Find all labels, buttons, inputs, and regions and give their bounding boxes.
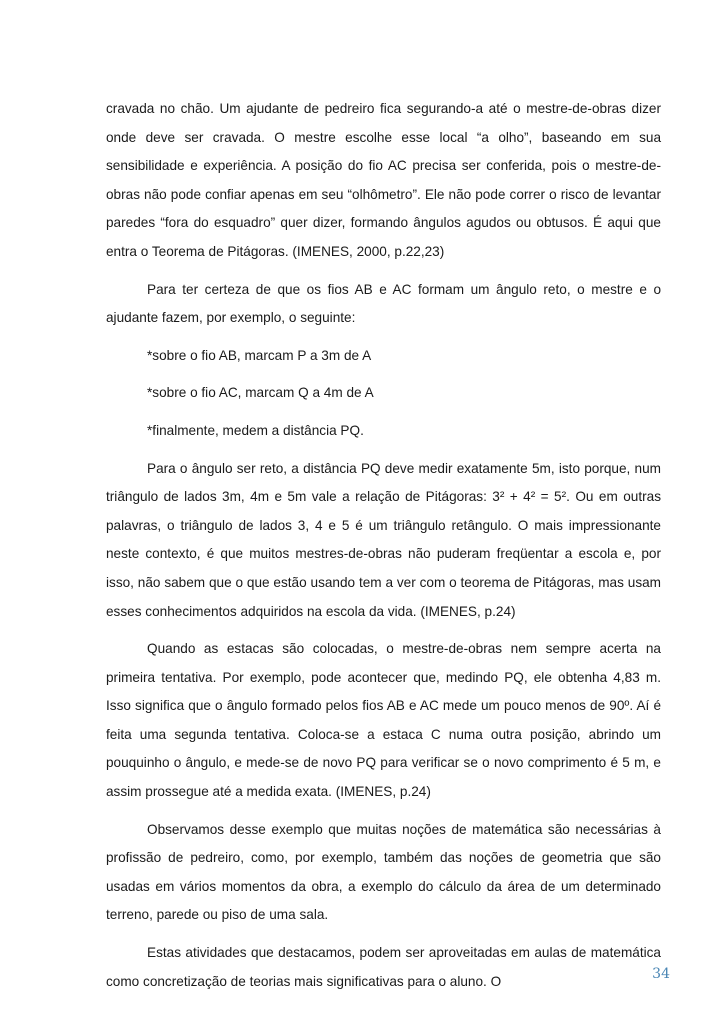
step-mark-p: *sobre o fio AB, marcam P a 3m de A <box>147 347 372 363</box>
paragraph-activities: Estas atividades que destacamos, podem ser aproveitadas em aulas de matemática como concretização de teorias mais significativas para o aluno. O <box>106 945 661 989</box>
step-mark-q: *sobre o fio AC, marcam Q a 4m de A <box>147 385 374 401</box>
paragraph-continuation: cravada no chão. Um ajudante de pedreiro fica segurando-a até o mestre-de-obras dizer onde deve ser cravada. O mestre escolhe esse local “a olho”, baseando em sua sensibilidade e experiência. A posição do fio AC precisa ser conferida, pois o mestre-de-obras não pode confiar apenas em seu “olhômetro”. Ele não pode correr o risco de levantar paredes “fora do esquadro” quer dizer, formando ângulos agudos ou obtusos. É aqui que entra o Teorema de Pitágoras. (IMENES, 2000, p.22,23) <box>106 101 661 259</box>
paragraph-right-angle-check: Para ter certeza de que os fios AB e AC formam um ângulo reto, o mestre e o ajudante fazem, por exemplo, o seguinte: <box>106 281 661 326</box>
body-text <box>106 95 661 1005</box>
paragraph-observations: Observamos desse exemplo que muitas noções de matemática são necessárias à profissão de pedreiro, como, por exemplo, também das noções de geometria que são usadas em vários momentos da obra, a exemplo do cálculo da área de um determinado terreno, parede ou piso de uma sala. <box>106 821 661 923</box>
page-number: 34 <box>652 966 670 982</box>
paragraph-stakes-attempts: Quando as estacas são colocadas, o mestre-de-obras nem sempre acerta na primeira tentativa. Por exemplo, pode acontecer que, medindo PQ, ele obtenha 4,83 m. Isso significa que o ângulo formado pelos fios AB e AC mede um pouco menos de 90º. Aí é feita uma segunda tentativa. Coloca-se a estaca C numa outra posição, abrindo um pouquinho o ângulo, e mede-se de novo PQ para verificar se o novo comprimento é 5 m, e assim prossegue até a medida exata. (IMENES, p.24) <box>106 641 661 800</box>
paragraph-pythagoras-relation: Para o ângulo ser reto, a distância PQ deve medir exatamente 5m, isto porque, num triângulo de lados 3m, 4m e 5m vale a relação de Pitágoras: 3² + 4² = 5². Ou em outras palavras, o triângulo de lados 3, 4 e 5 é um triângulo retângulo. O mais impressionante neste contexto, é que muitos mestres-de-obras não puderam freqüentar a escola e, por isso, não sabem que o que estão usando tem a ver com o teorema de Pitágoras, mas usam esses conhecimentos adquiridos na escola da vida. (IMENES, p.24) <box>106 460 661 619</box>
step-measure-pq: *finalmente, medem a distância PQ. <box>147 422 364 438</box>
